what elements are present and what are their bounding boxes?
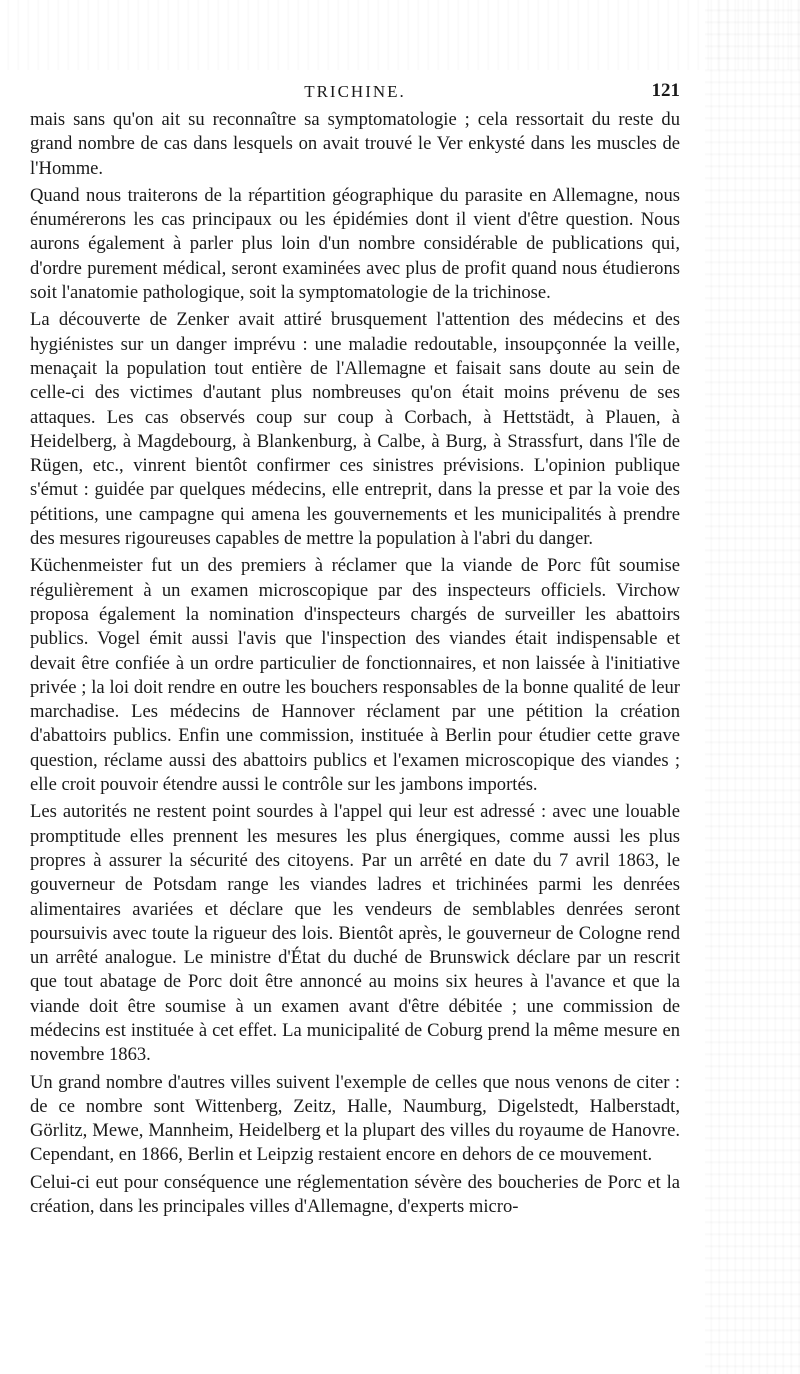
paragraph-1: mais sans qu'on ait su reconnaître sa symptomatologie ; cela ressortait du reste du grand nombre de cas dans lesquels on avait trouvé le Ver enkysté dans les muscles de l'Homme.: [30, 109, 680, 179]
page-number: 121: [651, 80, 680, 101]
scan-noise-top: [0, 0, 800, 70]
body-text: [30, 108, 680, 1268]
running-head: [30, 82, 680, 106]
paragraph-4: Küchenmeister fut un des premiers à réclamer que la viande de Porc fût soumise régulièrement à un examen microscopique par des inspecteurs officiels. Virchow proposa également la nomination d'inspecteurs chargés de surveiller les abattoirs publics. Vogel émit aussi l'avis que l'inspection des viandes était indispensable et devait être confiée à un ordre particulier de fonctionnaires, et non laissée à l'initiative privée ; la loi doit rendre en outre les bouchers responsables de la bonne qualité de leur marchadise. Les médecins de Hannover réclament par une pétition la création d'abattoirs publics. Enfin une commission, instituée à Berlin pour étudier cette grave question, réclame aussi des abattoirs publics et l'examen microscopique des viandes ; elle croit pouvoir étendre aussi le contrôle sur les jambons importés.: [30, 555, 680, 796]
paragraph-2: Quand nous traiterons de la répartition géographique du parasite en Allemagne, nous énumérerons les cas principaux ou les épidémies dont il vient d'être question. Nous aurons également à parler plus loin d'un nombre considérable de publications qui, d'ordre purement médical, seront examinées avec plus de profit quand nous étudierons soit l'anatomie pathologique, soit la symptomatologie de la trichinose.: [30, 184, 680, 304]
running-title: TRICHINE.: [304, 82, 406, 101]
paragraph-7: Celui-ci eut pour conséquence une réglementation sévère des boucheries de Porc et la création, dans les principales villes d'Allemagne, d'experts micro-: [30, 1171, 680, 1218]
paragraph-6: Un grand nombre d'autres villes suivent l'exemple de celles que nous venons de citer : de ce nombre sont Wittenberg, Zeitz, Halle, Naumburg, Digelstedt, Halberstadt, Görlitz, Mewe, Mannheim, Heidelberg et la plupart des villes du royaume de Hanovre. Cependant, en 1866, Berlin et Leipzig restaient encore en dehors de ce mouvement.: [30, 1071, 680, 1166]
paragraph-5: Les autorités ne restent point sourdes à l'appel qui leur est adressé : avec une louable promptitude elles prennent les mesures les plus énergiques, comme aussi les plus propres à assurer la sécurité des citoyens. Par un arrêté en date du 7 avril 1863, le gouverneur de Potsdam range les viandes ladres et trichinées parmi les denrées alimentaires avariées et déclare que les vendeurs de semblables denrées seront poursuivis avec toute la rigueur des lois. Bientôt après, le gouverneur de Cologne rend un arrêté analogue. Le ministre d'État du duché de Brunswick déclare par un rescrit que tout abatage de Porc doit être annoncé au moins six heures à l'avance et que la viande doit être soumise à un examen avant d'être débitée ; une commission de médecins est instituée à cet effet. La municipalité de Coburg prend la même mesure en novembre 1863.: [30, 801, 680, 1066]
scan-noise-margin: [705, 0, 800, 1374]
paragraph-3: La découverte de Zenker avait attiré brusquement l'attention des médecins et des hygiénistes sur un danger imprévu : une maladie redoutable, insoupçonnée la veille, menaçait la population tout entière de l'Allemagne et faisait sans doute au sein de celle-ci des victimes d'autant plus nombreuses qu'on était moins prévenu de ses attaques. Les cas observés coup sur coup à Corbach, à Hettstädt, à Plauen, à Heidelberg, à Magdebourg, à Blankenburg, à Calbe, à Burg, à Strassfurt, dans l'île de Rügen, etc., vinrent bientôt confirmer ces sinistres prévisions. L'opinion publique s'émut : guidée par quelques médecins, elle entreprit, dans la presse et par la voie des pétitions, une campagne qui amena les gouvernements et les municipalités à prendre des mesures rigoureuses capables de mettre la population à l'abri du danger.: [30, 309, 680, 550]
